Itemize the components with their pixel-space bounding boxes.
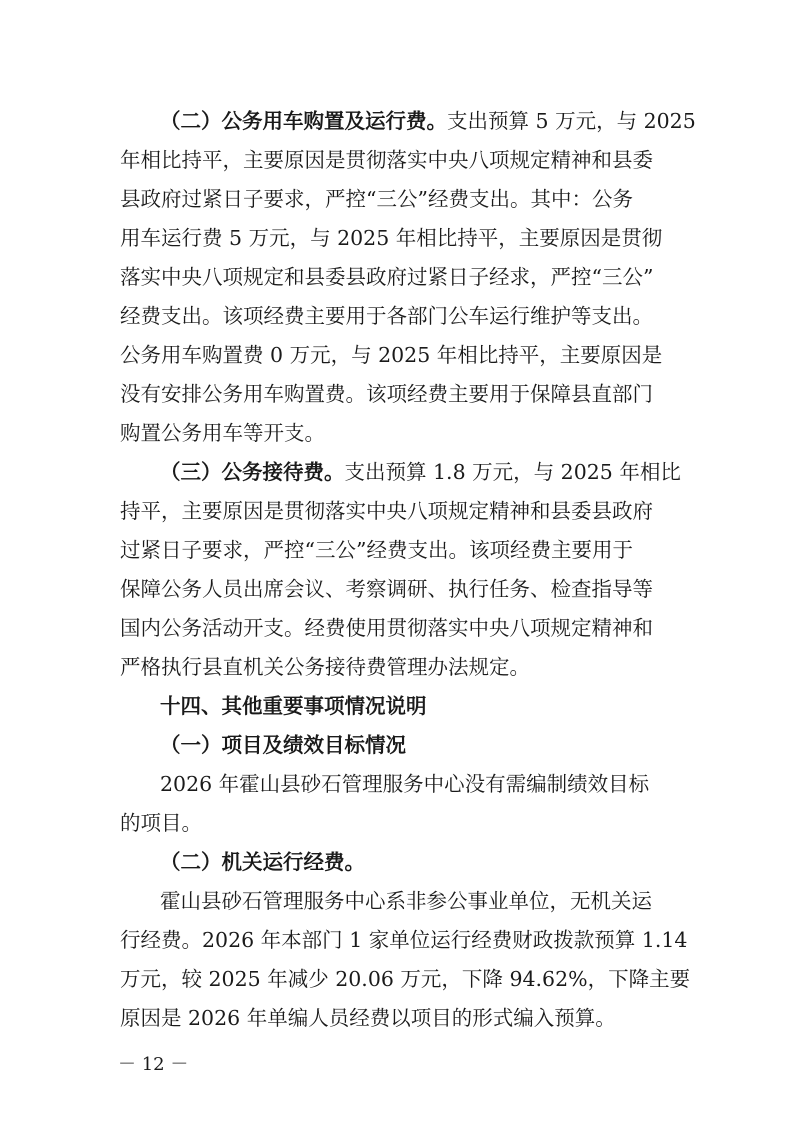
paragraph-line: 的项目。: [120, 811, 202, 835]
paragraph-line: [160, 459, 681, 485]
paragraph-line: 原因是 2026 年单编人员经费以项目的形式编入预算。: [120, 1006, 616, 1030]
paragraph-line: 过紧日子要求，严控“三公”经费支出。该项经费主要用于: [120, 538, 633, 562]
paragraph-line: [160, 108, 696, 134]
paragraph-line: 2026 年霍山县砂石管理服务中心没有需编制绩效目标: [160, 772, 650, 796]
page-number: － 12 －: [118, 1054, 189, 1075]
paragraph-line: 国内公务活动开支。经费使用贯彻落实中央八项规定精神和: [120, 616, 653, 640]
subsection-heading: （二）机关运行经费。: [160, 850, 365, 874]
paragraph-line: 年相比持平，主要原因是贯彻落实中央八项规定精神和县委: [120, 148, 653, 172]
section-heading: （二）公务用车购置及运行费。: [160, 109, 447, 133]
paragraph-line: 公务用车购置费 0 万元，与 2025 年相比持平，主要原因是: [120, 343, 663, 367]
chapter-heading: 十四、其他重要事项情况说明: [160, 694, 427, 718]
section-heading: （三）公务接待费。: [160, 460, 345, 484]
paragraph-line: 行经费。2026 年本部门 1 家单位运行经费财政拨款预算 1.14: [120, 928, 688, 952]
paragraph-line: 严格执行县直机关公务接待费管理办法规定。: [120, 655, 530, 679]
paragraph-line: 万元，较 2025 年减少 20.06 万元，下降 94.62%，下降主要: [120, 967, 691, 991]
paragraph-line: 落实中央八项规定和县委县政府过紧日子经求，严控“三公”: [120, 265, 654, 289]
paragraph-line: 没有安排公务用车购置费。该项经费主要用于保障县直部门: [120, 382, 653, 406]
paragraph-text: 支出预算 1.8 万元，与 2025 年相比: [344, 460, 681, 484]
paragraph-line: 霍山县砂石管理服务中心系非参公事业单位，无机关运: [160, 889, 652, 913]
paragraph-line: 用车运行费 5 万元，与 2025 年相比持平，主要原因是贯彻: [120, 226, 663, 250]
subsection-heading: （一）项目及绩效目标情况: [160, 733, 406, 757]
paragraph-line: 保障公务人员出席会议、考察调研、执行任务、检查指导等: [120, 577, 653, 601]
paragraph-line: 购置公务用车等开支。: [120, 421, 325, 445]
paragraph-line: 持平，主要原因是贯彻落实中央八项规定精神和县委县政府: [120, 499, 653, 523]
paragraph-text: 支出预算 5 万元，与 2025: [447, 109, 696, 133]
paragraph-line: 经费支出。该项经费主要用于各部门公车运行维护等支出。: [120, 304, 653, 328]
paragraph-line: 县政府过紧日子要求，严控“三公”经费支出。其中：公务: [120, 187, 633, 211]
